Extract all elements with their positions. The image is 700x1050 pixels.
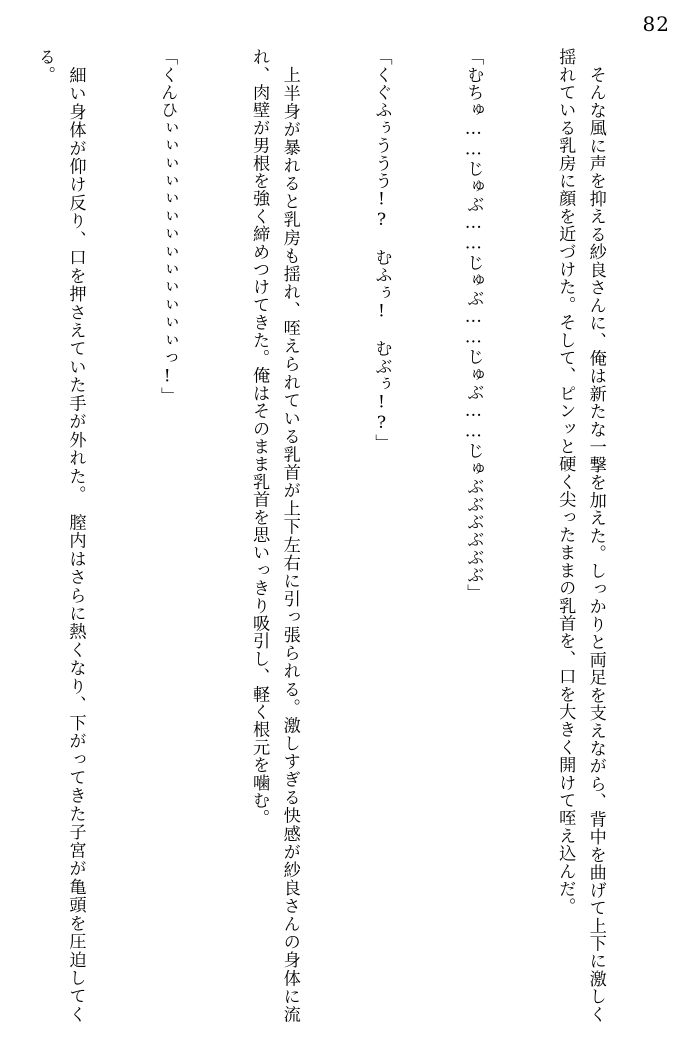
paragraph: そんな風に声を抑える紗良さんに、俺は新たな一撃を加えた。しっかりと両足を支えながら、背中を曲げて上下に激しく揺れている乳房に顔を近づけた。そして、ピンッと硬く尖ったままの乳首を、口を大きく開けて咥え込んだ。: [555, 48, 606, 1023]
paragraph: 上半身が暴れると乳房も揺れ、咥えられている乳首が上下左右に引っ張られる。激しすぎる快感が紗良さんの身体に流れ、肉壁が男根を強く締めつけてきた。俺はそのまま乳首を思いっきり吸引し、軽く根元を噛む。: [249, 48, 300, 1023]
page-body-text: [28, 48, 672, 1023]
paragraph: 「くぐふぅううう!? むふぅ! むぶぅ!?」: [371, 48, 392, 452]
paragraph: 「くんひぃぃぃぃぃぃぃぃぃぃぃぃぃっ!」: [157, 48, 178, 405]
paragraph: 細い身体が仰け反り、口を押さえていた手が外れた。 膣内はさらに熱くなり、下がってきた子宮が亀頭を圧迫してくる。: [34, 48, 86, 1023]
page-number: 82: [642, 12, 670, 36]
paragraph: 「むちゅ……じゅぶ……じゅぶ……じゅぶ……じゅぶぶぶぶぶぶ」: [463, 48, 484, 602]
